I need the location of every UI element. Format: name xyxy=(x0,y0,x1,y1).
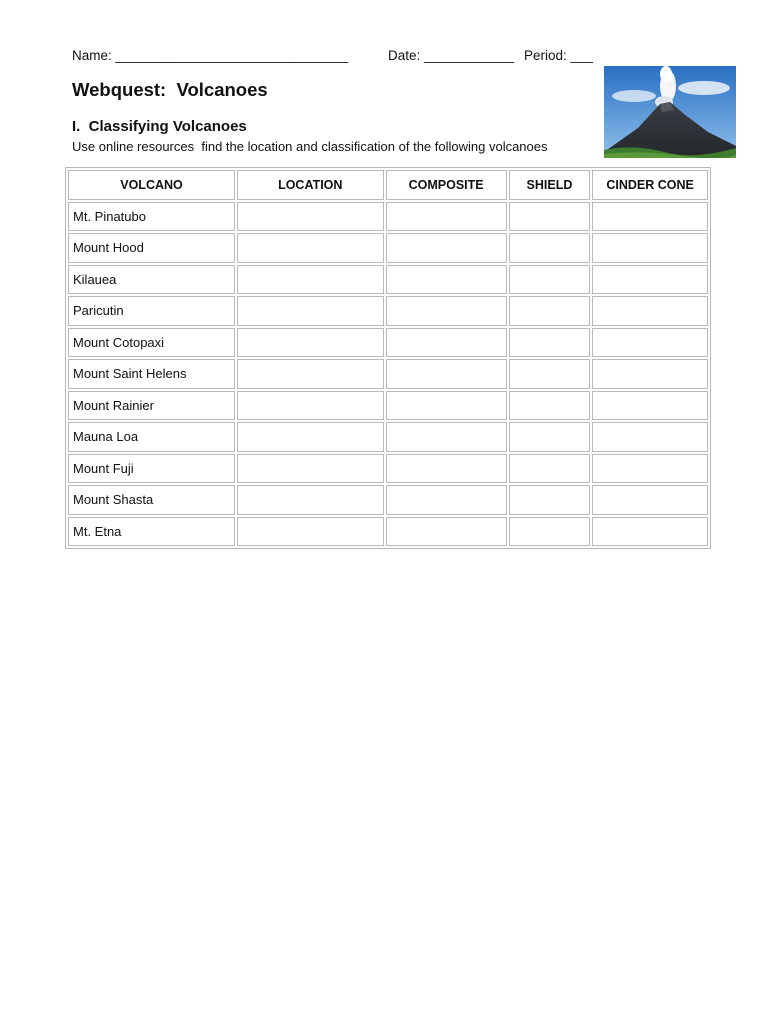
shield-cell[interactable] xyxy=(509,517,590,547)
table-header-row xyxy=(68,170,708,200)
location-cell[interactable] xyxy=(237,485,383,515)
table-row xyxy=(68,485,708,515)
volcano-photo xyxy=(604,66,736,158)
section-instructions: Use online resources find the location and classification of the following volcanoes xyxy=(72,139,548,154)
name-field[interactable]: Name: _______________________________ xyxy=(72,48,349,63)
location-cell[interactable] xyxy=(237,265,383,295)
cinder-cone-cell[interactable] xyxy=(592,296,708,326)
volcano-name-cell: Mount Rainier xyxy=(68,391,235,421)
volcano-name-cell: Mount Fuji xyxy=(68,454,235,484)
composite-cell[interactable] xyxy=(386,391,507,421)
location-cell[interactable] xyxy=(237,296,383,326)
shield-cell[interactable] xyxy=(509,328,590,358)
table-row xyxy=(68,454,708,484)
volcano-name-cell: Mount Hood xyxy=(68,233,235,263)
volcano-name-cell: Mount Cotopaxi xyxy=(68,328,235,358)
location-cell[interactable] xyxy=(237,359,383,389)
composite-cell[interactable] xyxy=(386,517,507,547)
composite-cell[interactable] xyxy=(386,233,507,263)
composite-cell[interactable] xyxy=(386,202,507,232)
shield-cell[interactable] xyxy=(509,359,590,389)
shield-cell[interactable] xyxy=(509,296,590,326)
composite-cell[interactable] xyxy=(386,296,507,326)
table-row xyxy=(68,202,708,232)
shield-cell[interactable] xyxy=(509,265,590,295)
shield-cell[interactable] xyxy=(509,454,590,484)
table-row xyxy=(68,328,708,358)
column-header-shield: SHIELD xyxy=(509,170,590,200)
composite-cell[interactable] xyxy=(386,454,507,484)
shield-cell[interactable] xyxy=(509,202,590,232)
composite-cell[interactable] xyxy=(386,485,507,515)
period-field[interactable]: Period: ___ xyxy=(524,48,594,63)
volcano-name-cell: Mauna Loa xyxy=(68,422,235,452)
date-field[interactable]: Date: ____________ xyxy=(388,48,515,63)
volcano-name-cell: Mount Shasta xyxy=(68,485,235,515)
volcano-name-cell: Mount Saint Helens xyxy=(68,359,235,389)
column-header-location: LOCATION xyxy=(237,170,383,200)
location-cell[interactable] xyxy=(237,233,383,263)
volcano-name-cell: Mt. Etna xyxy=(68,517,235,547)
volcano-name-cell: Kilauea xyxy=(68,265,235,295)
location-cell[interactable] xyxy=(237,202,383,232)
table-row xyxy=(68,233,708,263)
cinder-cone-cell[interactable] xyxy=(592,454,708,484)
location-cell[interactable] xyxy=(237,328,383,358)
volcano-name-cell: Mt. Pinatubo xyxy=(68,202,235,232)
volcano-name-cell: Paricutin xyxy=(68,296,235,326)
cinder-cone-cell[interactable] xyxy=(592,391,708,421)
cinder-cone-cell[interactable] xyxy=(592,328,708,358)
column-header-cinder-cone: CINDER CONE xyxy=(592,170,708,200)
shield-cell[interactable] xyxy=(509,422,590,452)
location-cell[interactable] xyxy=(237,454,383,484)
cinder-cone-cell[interactable] xyxy=(592,265,708,295)
cinder-cone-cell[interactable] xyxy=(592,359,708,389)
table-row xyxy=(68,422,708,452)
table-row xyxy=(68,391,708,421)
location-cell[interactable] xyxy=(237,422,383,452)
table-row xyxy=(68,296,708,326)
page-title: Webquest: Volcanoes xyxy=(72,79,268,100)
shield-cell[interactable] xyxy=(509,233,590,263)
composite-cell[interactable] xyxy=(386,422,507,452)
cinder-cone-cell[interactable] xyxy=(592,202,708,232)
cinder-cone-cell[interactable] xyxy=(592,233,708,263)
location-cell[interactable] xyxy=(237,517,383,547)
composite-cell[interactable] xyxy=(386,328,507,358)
table-row xyxy=(68,359,708,389)
location-cell[interactable] xyxy=(237,391,383,421)
volcano-classification-table xyxy=(65,167,711,549)
composite-cell[interactable] xyxy=(386,265,507,295)
column-header-volcano: VOLCANO xyxy=(68,170,235,200)
shield-cell[interactable] xyxy=(509,485,590,515)
cinder-cone-cell[interactable] xyxy=(592,517,708,547)
cinder-cone-cell[interactable] xyxy=(592,422,708,452)
section-title: I. Classifying Volcanoes xyxy=(72,118,247,135)
table-row xyxy=(68,517,708,547)
shield-cell[interactable] xyxy=(509,391,590,421)
table-row xyxy=(68,265,708,295)
composite-cell[interactable] xyxy=(386,359,507,389)
column-header-composite: COMPOSITE xyxy=(386,170,507,200)
cinder-cone-cell[interactable] xyxy=(592,485,708,515)
